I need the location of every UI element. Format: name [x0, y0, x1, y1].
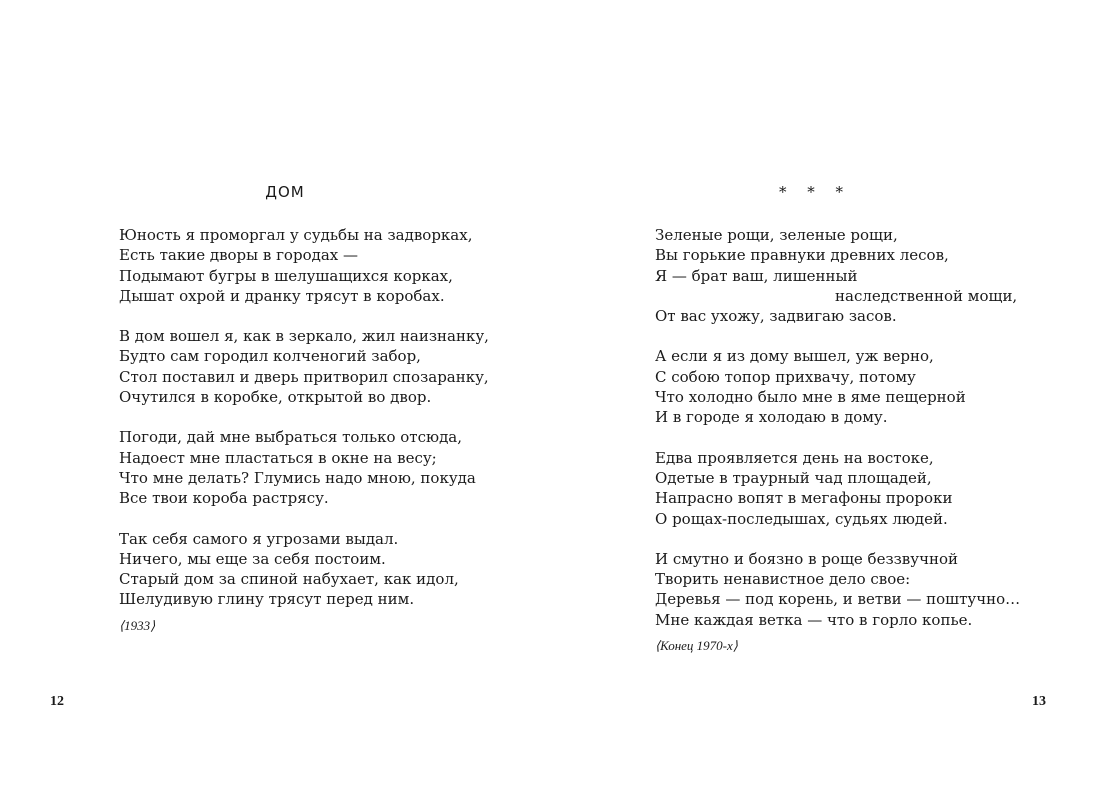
stanza: [655, 448, 1020, 529]
poem-line: Все твои короба растрясу.: [119, 489, 329, 508]
right-page: [550, 0, 1100, 789]
poem-line: Деревья — под корень, и ветви — поштучно…: [655, 590, 1021, 609]
poem-line: Мне каждая ветка — что в горло копье.: [655, 610, 973, 629]
poem-line: Будто сам городил колченогий забор,: [119, 347, 421, 366]
poem-line: И смутно и боязно в роще беззвучной: [655, 549, 959, 568]
poem-date: ⟨Конец 1970-х⟩: [655, 638, 738, 654]
poem-line: Старый дом за спиной набухает, как идол,: [119, 570, 459, 589]
poem-line: Есть такие дворы в городах —: [119, 246, 359, 265]
poem-line: Я — брат ваш, лишенный: [655, 266, 858, 285]
poem-body: [119, 225, 489, 634]
stanza: [655, 225, 1020, 326]
poem-line: Вы горькие правнуки древних лесов,: [655, 246, 949, 265]
stanza: [119, 326, 489, 407]
poem-line: О рощах-последышах, судьях людей.: [655, 509, 948, 528]
poem-line: Погоди, дай мне выбраться только отсюда,: [119, 428, 463, 447]
poem-line: Напрасно вопят в мегафоны пророки: [655, 489, 953, 508]
poem-line: Подымают бугры в шелушащихся корках,: [119, 266, 453, 285]
poem-line: А если я из дому вышел, уж верно,: [655, 347, 934, 366]
poem-line: Юность я проморгал у судьбы на задворках,: [119, 226, 473, 244]
poem-line: Ничего, мы еще за себя постоим.: [119, 549, 386, 568]
poem-line: Что мне делать? Глумись надо мною, покуда: [119, 468, 476, 487]
stanza: [119, 427, 489, 508]
poem-line: Творить ненавистное дело свое:: [655, 570, 911, 589]
page-number: 12: [50, 694, 64, 709]
stanza: [119, 225, 489, 306]
poem-line: Шелудивую глину трясут перед ним.: [119, 590, 415, 609]
poem-body: [655, 225, 1020, 654]
poem-line: Стол поставил и дверь притворил спозаранку,: [119, 367, 489, 386]
page-number: 13: [1032, 694, 1046, 709]
poem-line: Зеленые рощи, зеленые рощи,: [655, 226, 898, 244]
poem-line: С собою топор прихвачу, потому: [655, 367, 916, 386]
poem-line-indented: наследственной мощи,: [835, 286, 1018, 305]
poem-line: В дом вошел я, как в зеркало, жил наизнанку,: [119, 327, 489, 346]
poem-line: Так себя самого я угрозами выдал.: [119, 529, 399, 548]
poem-title-asterisks: * * *: [778, 183, 852, 201]
poem-line: От вас ухожу, задвигаю засов.: [655, 307, 897, 326]
stanza: [655, 549, 1020, 630]
poem-line: Очутился в коробке, открытой во двор.: [119, 388, 432, 407]
poem-line: Дышат охрой и дранку трясут в коробах.: [119, 286, 445, 305]
poem-title: ДОМ: [265, 183, 305, 201]
poem-line: Надоест мне пластаться в окне на весу;: [119, 448, 437, 467]
poem-line: Что холодно было мне в яме пещерной: [655, 388, 966, 407]
stanza: [655, 346, 1020, 427]
poem-line: Одетые в траурный чад площадей,: [655, 468, 932, 487]
stanza: [119, 529, 489, 610]
poem-date: ⟨1933⟩: [119, 617, 156, 633]
poem-line: И в городе я холодаю в дому.: [655, 408, 888, 427]
poem-line: Едва проявляется день на востоке,: [655, 448, 934, 467]
